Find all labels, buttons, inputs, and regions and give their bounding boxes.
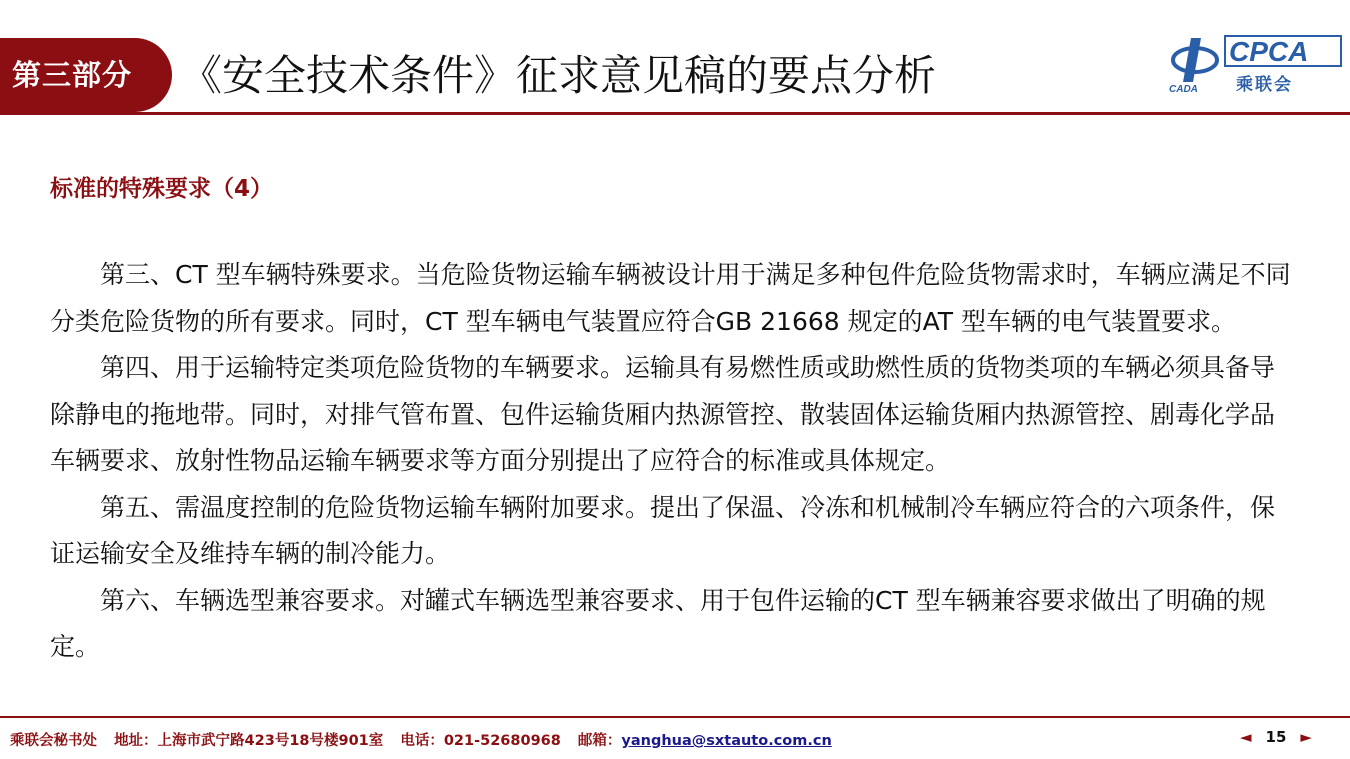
slide-title: 《安全技术条件》征求意见稿的要点分析: [180, 51, 937, 100]
footer-info: [10, 729, 832, 751]
slide-pager: [1240, 728, 1340, 750]
slide-header: [0, 0, 1350, 118]
section-badge: 第三部分: [0, 38, 172, 112]
footer-phone: 电话：021-52680968: [400, 733, 561, 749]
footer-address: 地址：上海市武宁路423号18号楼901室: [114, 733, 384, 749]
footer-divider: [0, 716, 1350, 718]
section-subtitle: 标准的特殊要求（4）: [50, 176, 274, 202]
footer-org: 乘联会秘书处: [10, 733, 97, 749]
body-text: [50, 252, 1295, 671]
cada-emblem-icon: [1169, 38, 1217, 95]
page-number: 15: [1265, 728, 1287, 746]
footer-email-link[interactable]: yanghua@sxtauto.com.cn: [621, 733, 832, 749]
paragraph: 第三、CT 型车辆特殊要求。当危险货物运输车辆被设计用于满足多种包件危险货物需求时，车辆应满足不同分类危险货物的所有要求。同时，CT 型车辆电气装置应符合GB 21668 规定的AT 型车辆的电气装置要求。: [50, 260, 1291, 336]
logo-subtext: 乘联会: [1236, 75, 1293, 95]
paragraph: 第五、需温度控制的危险货物运输车辆附加要求。提出了保温、冷冻和机械制冷车辆应符合的六项条件，保证运输安全及维持车辆的制冷能力。: [50, 492, 1276, 568]
footer-email-label: 邮箱：: [577, 733, 622, 749]
paragraph: 第四、用于运输特定类项危险货物的车辆要求。运输具有易燃性质或助燃性质的货物类项的车辆必须具备导除静电的拖地带。同时，对排气管布置、包件运输货厢内热源管控、散装固体运输货厢内热源管控、剧毒化学品车辆要求、放射性物品运输车辆要求等方面分别提出了应符合的标准或具体规定。: [50, 353, 1276, 475]
logo-small-text: CADA: [1169, 84, 1198, 95]
cpca-wordmark: [1225, 36, 1341, 67]
paragraph: 第六、车辆选型兼容要求。对罐式车辆选型兼容要求、用于包件运输的CT 型车辆兼容要求做出了明确的规定。: [50, 585, 1266, 661]
header-divider: [0, 112, 1350, 115]
next-slide-icon[interactable]: ►: [1300, 728, 1312, 746]
prev-slide-icon[interactable]: ◄: [1240, 728, 1252, 746]
logo-text: CPCA: [1229, 36, 1309, 67]
